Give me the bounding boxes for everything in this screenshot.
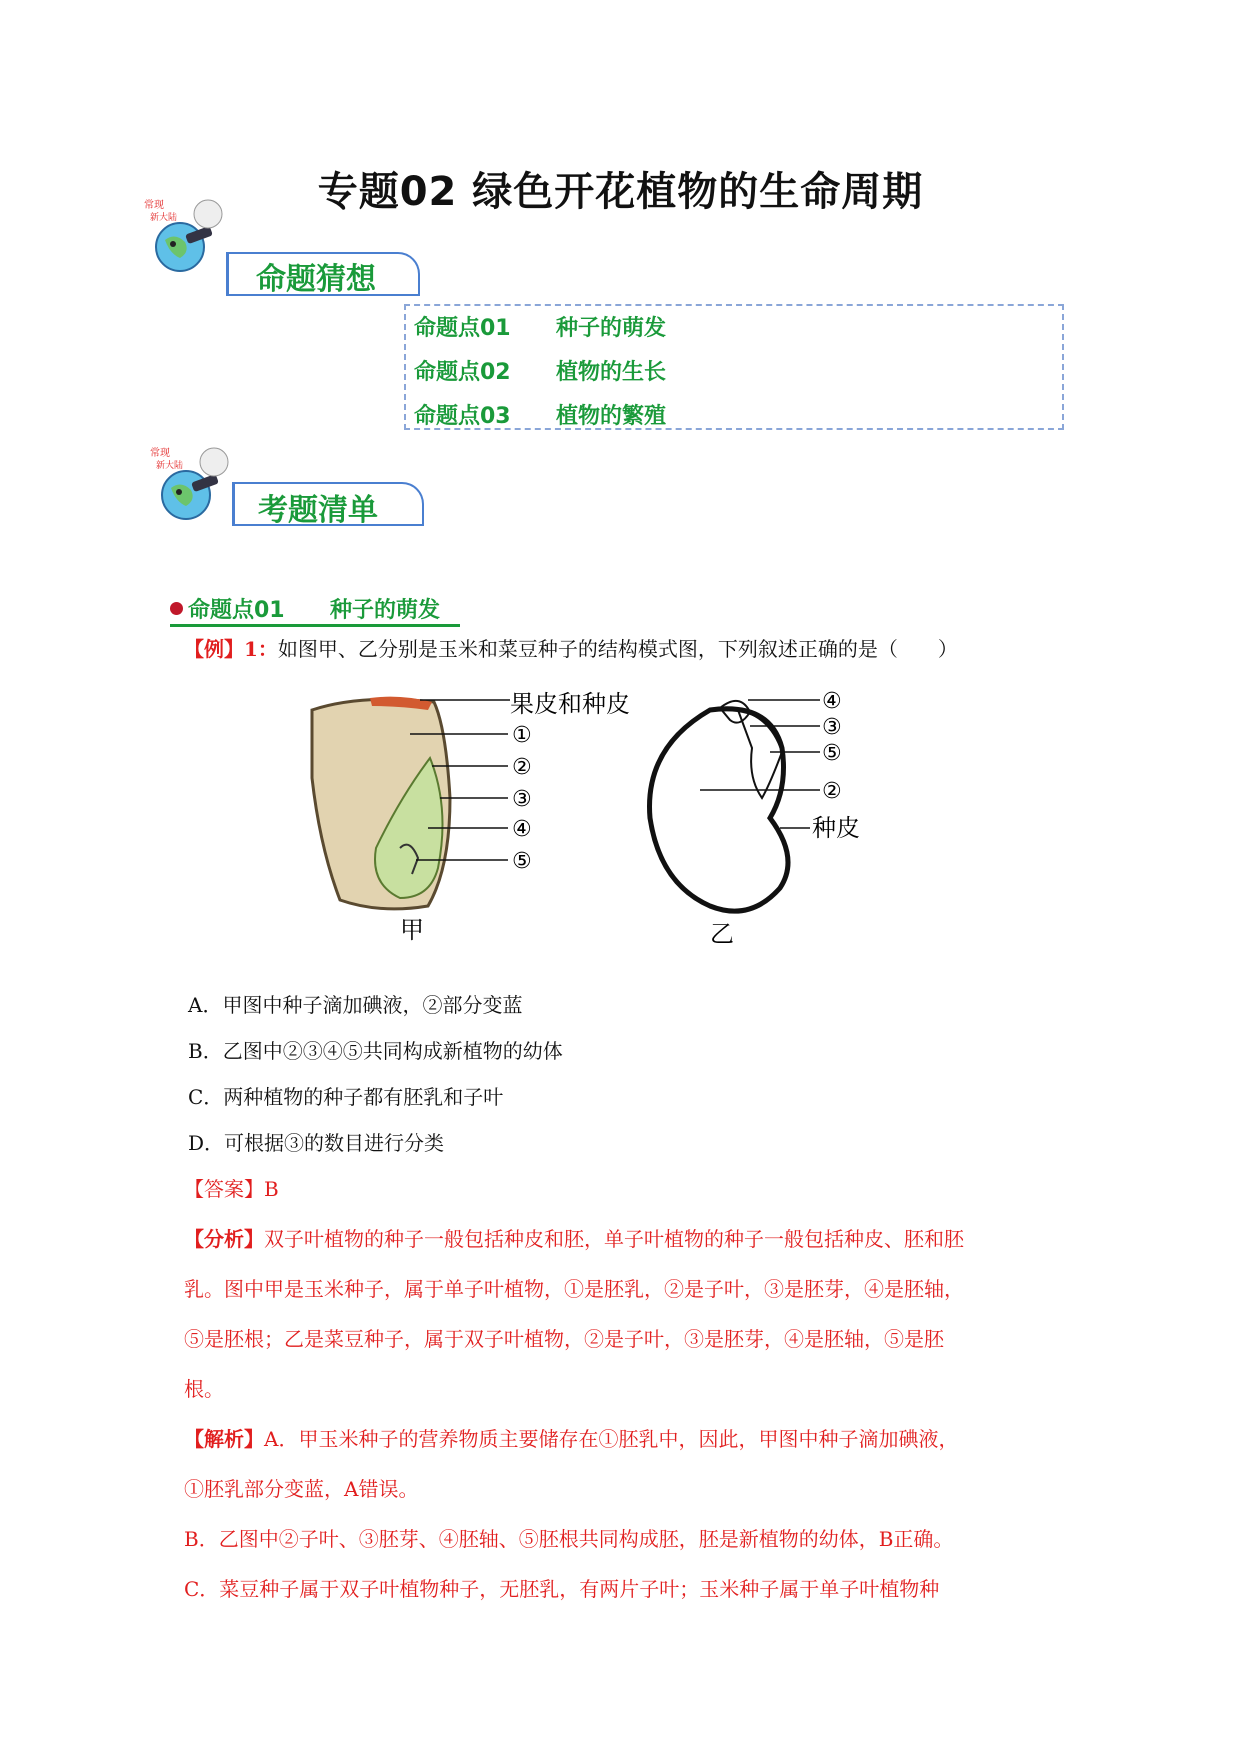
analysis-line-4: 根。	[184, 1377, 224, 1401]
mascot-icon	[146, 440, 236, 530]
label-r4: ④	[822, 689, 842, 714]
label-pericarp: 果皮和种皮	[510, 690, 630, 718]
bean-seed-figure	[650, 701, 789, 911]
toc-item-2: 命题点02 植物的生长	[414, 360, 667, 385]
label-r2: ②	[822, 779, 842, 804]
mascot-icon	[140, 192, 230, 282]
example-question: 【例】1：如图甲、乙分别是玉米和菜豆种子的结构模式图，下列叙述正确的是（ ）	[184, 637, 958, 661]
svg-text:新大陆: 新大陆	[156, 461, 184, 471]
explanation-line-1: 【解析】A．甲玉米种子的营养物质主要储存在①胚乳中，因此，甲图中种子滴加碘液，	[184, 1427, 959, 1451]
svg-text:常现: 常现	[150, 448, 170, 459]
svg-text:常现: 常现	[144, 200, 164, 211]
toc-item-3: 命题点03 植物的繁殖	[414, 404, 667, 429]
seed-diagram	[300, 688, 980, 948]
corn-seed-figure	[312, 697, 450, 909]
option-d: D．可根据③的数目进行分类	[188, 1131, 445, 1155]
label-2: ②	[512, 755, 532, 780]
option-c: C．两种植物的种子都有胚乳和子叶	[188, 1085, 504, 1109]
option-b: B．乙图中②③④⑤共同构成新植物的幼体	[188, 1039, 563, 1063]
toc-item-1: 命题点01 种子的萌发	[414, 316, 667, 341]
section-bullet-icon	[170, 602, 183, 615]
label-1: ①	[512, 723, 532, 748]
analysis-line-1: 【分析】双子叶植物的种子一般包括种皮和胚，单子叶植物的种子一般包括种皮、胚和胚	[184, 1227, 964, 1251]
explanation-line-3: B．乙图中②子叶、③胚芽、④胚轴、⑤胚根共同构成胚，胚是新植物的幼体，B正确。	[184, 1527, 954, 1551]
explanation-line-2: ①胚乳部分变蓝，A错误。	[184, 1477, 419, 1501]
caption-right: 乙	[710, 920, 734, 948]
page-title: 专题02 绿色开花植物的生命周期	[317, 169, 924, 215]
label-r3: ③	[822, 715, 842, 740]
analysis-line-3: ⑤是胚根；乙是菜豆种子，属于双子叶植物，②是子叶，③是胚芽，④是胚轴，⑤是胚	[184, 1327, 944, 1351]
guess-banner-label: 命题猜想	[256, 262, 376, 297]
section-heading: 命题点01 种子的萌发	[188, 598, 441, 623]
analysis-line-2: 乳。图中甲是玉米种子，属于单子叶植物，①是胚乳，②是子叶，③是胚芽，④是胚轴，	[184, 1277, 964, 1301]
explanation-line-4: C．菜豆种子属于双子叶植物种子，无胚乳，有两片子叶；玉米种子属于单子叶植物种	[184, 1577, 940, 1601]
label-seed-coat: 种皮	[812, 814, 860, 842]
caption-left: 甲	[400, 916, 424, 944]
svg-text:新大陆: 新大陆	[150, 213, 178, 223]
label-4: ④	[512, 817, 532, 842]
label-5: ⑤	[512, 849, 532, 874]
list-banner-label: 考题清单	[258, 493, 378, 528]
answer: 【答案】B	[184, 1177, 279, 1201]
label-r5: ⑤	[822, 741, 842, 766]
option-a: A．甲图中种子滴加碘液，②部分变蓝	[188, 993, 523, 1017]
label-3: ③	[512, 787, 532, 812]
